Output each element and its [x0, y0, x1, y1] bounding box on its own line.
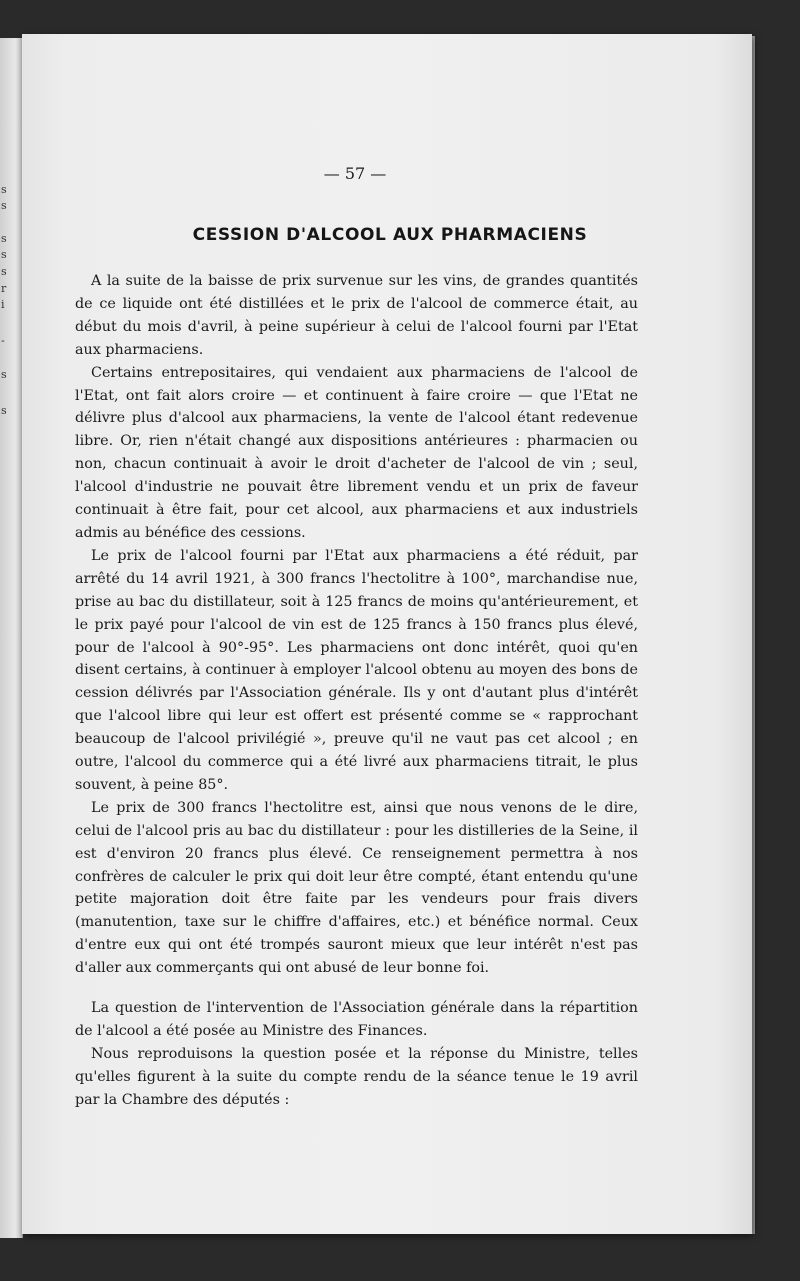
adjacent-mark: s	[1, 183, 7, 196]
adjacent-mark: s	[1, 265, 7, 278]
paragraph: Nous reproduisons la question posée et la réponse du Ministre, telles qu'elles figurent à la suite du compte rendu de la séance tenue le 19 avril par la Chambre des députés :	[75, 1045, 638, 1108]
adjacent-mark: -	[1, 334, 5, 347]
paragraph: La question de l'intervention de l'Association générale dans la répartition de l'alcool a été posée au Ministre des Finances.	[75, 1000, 638, 1039]
adjacent-mark: r	[1, 282, 7, 295]
adjacent-mark: s	[1, 199, 7, 212]
chapter-title: CESSION D'ALCOOL AUX PHARMACIENS	[192, 225, 588, 245]
paragraph: A la suite de la baisse de prix survenue sur les vins, de grandes quantités de ce liquide ont été distillées et le prix de l'alcool de commerce était, au début du mois d'avril, à peine supérieur à celui de l'alcool fourni par l'Etat aux pharmaciens.	[75, 273, 638, 358]
adjacent-mark: i	[1, 298, 5, 311]
adjacent-mark: s	[1, 368, 7, 381]
paragraph: Le prix de 300 francs l'hectolitre est, ainsi que nous venons de le dire, celui de l'alcool pris au bac du distillateur : pour les distilleries de la Seine, il est d'environ 20 francs plus élevé. Ce renseignement permettra à nos confrères de calculer le prix qui doit leur être compté, étant entendu qu'une petite majoration doit être faite par les vendeurs pour frais divers (manutention, taxe sur le chiffre d'affaires, etc.) et bénéfice normal. Ceux d'entre eux qui ont été trompés sauront mieux que leur intérêt n'est pas d'aller aux commerçants qui ont abusé de leur bonne foi.	[75, 799, 638, 977]
paragraph: Le prix de l'alcool fourni par l'Etat aux pharmaciens a été réduit, par arrêté du 14 avril 1921, à 300 francs l'hectolitre à 100°, marchandise nue, prise au bac du distillateur, soit à 125 francs de moins qu'antérieurement, et le prix payé pour l'alcool de vin est de 125 francs à 150 francs plus élevé, pour de l'alcool à 90°-95°. Les pharmaciens ont donc intérêt, quoi qu'en disent certains, à continuer à employer l'alcool obtenu au moyen des bons de cession délivrés par l'Association générale. Ils y ont d'autant plus d'intérêt que l'alcool libre qui leur est offert est présenté comme se « rapprochant beaucoup de l'alcool privilégié », preuve qu'il ne vaut pas cet alcool ; en outre, l'alcool du commerce qui a été livré aux pharmaciens titrait, le plus souvent, à peine 85°.	[75, 547, 638, 793]
document-page	[22, 34, 752, 1234]
adjacent-mark: s	[1, 404, 7, 417]
adjacent-mark: s	[1, 248, 7, 261]
paragraph: Certains entrepositaires, qui vendaient aux pharmaciens de l'alcool de l'Etat, ont fait alors croire — et continuent à faire croire — que l'Etat ne délivre plus d'alcool aux pharmaciens, la vente de l'alcool étant redevenue libre. Or, rien n'était changé aux dispositions antérieures : pharmacien ou non, chacun continuait à avoir le droit d'acheter de l'alcool de vin ; seul, l'alcool d'industrie ne pouvait être librement vendu et un prix de faveur continuait à être fait, pour cet alcool, aux pharmaciens et aux industriels admis au bénéfice des cessions.	[75, 364, 638, 541]
page-number: — 57 —	[323, 164, 387, 183]
adjacent-page-edge	[0, 38, 23, 1238]
body-text	[75, 270, 638, 1112]
adjacent-mark: s	[1, 232, 7, 245]
